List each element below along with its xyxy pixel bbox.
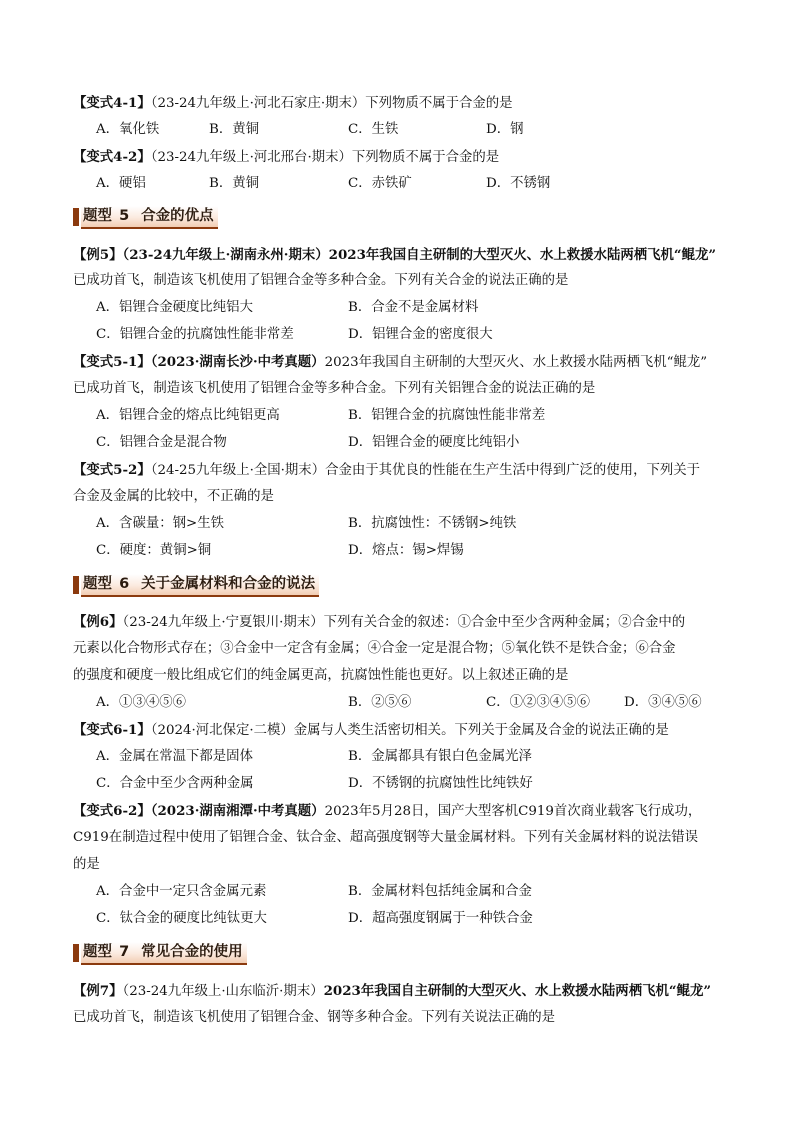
example-5-line-2 xyxy=(73,270,736,292)
question-source: （23-24九年级上·宁夏银川·期末） xyxy=(122,615,324,630)
section-number: 7 xyxy=(119,943,130,960)
section-label-box xyxy=(81,206,218,229)
option-d: D．铝锂合金的硬度比纯铝小 xyxy=(348,435,520,450)
example-6 xyxy=(73,611,736,633)
question-variant-5-2 xyxy=(73,459,736,481)
option-c: C．钛合金的硬度比纯钛更大 xyxy=(96,911,267,926)
question-tag: 【例5】 xyxy=(73,247,123,263)
question-variant-6-2-line-3 xyxy=(73,854,736,876)
option-a: A．合金中一定只含金属元素 xyxy=(96,884,267,899)
option-d: D．③④⑤⑥ xyxy=(624,695,702,710)
example-7 xyxy=(73,980,736,1002)
example-5 xyxy=(73,244,736,266)
option-c: C．铝锂合金的抗腐蚀性能非常差 xyxy=(96,327,294,342)
option-b: B．抗腐蚀性：不锈钢>纯铁 xyxy=(348,516,517,531)
question-variant-6-1 xyxy=(73,719,736,741)
option-c: C．硬度：黄铜>铜 xyxy=(96,543,212,558)
question-tag: 【变式5-1】 xyxy=(73,354,151,370)
section-heading-5 xyxy=(73,206,218,228)
option-c: C．①②③④⑤⑥ xyxy=(486,695,590,710)
question-source: （23-24九年级上·湖南永州·期末） xyxy=(122,247,329,263)
question-stem-line-2: 元素以化合物形式存在；③合金中一定含有金属；④合金一定是混合物；⑤氧化铁不是铁合金；⑥合金 xyxy=(73,641,676,656)
option-a: A．硬铝 xyxy=(96,176,146,191)
section-label-box xyxy=(81,942,247,965)
section-title: 关于金属材料和合金的说法 xyxy=(141,575,316,592)
question-tag: 【例6】 xyxy=(73,614,123,630)
question-stem-line-3: 的是 xyxy=(73,857,100,872)
example-7-line-2 xyxy=(73,1007,736,1029)
question-tag: 【变式6-1】 xyxy=(73,722,151,738)
option-d: D．铝锂合金的密度很大 xyxy=(348,327,493,342)
option-d: D．熔点：锡>焊锡 xyxy=(348,543,464,558)
section-heading-6 xyxy=(73,574,319,596)
section-label: 题型 xyxy=(83,575,112,592)
question-source: （23-24九年级上·山东临沂·期末） xyxy=(122,984,324,999)
question-stem-line-3: 的强度和硬度一般比组成它们的纯金属更高，抗腐蚀性能也更好。以上叙述正确的是 xyxy=(73,668,569,683)
option-b: B．合金不是金属材料 xyxy=(348,300,479,315)
option-a: A．铝锂合金的熔点比纯铝更高 xyxy=(96,408,280,423)
question-source: （23-24九年级上·河北邢台·期末） xyxy=(150,150,352,165)
option-d: D．不锈钢 xyxy=(486,176,551,191)
question-stem-line-1: 2023年我国自主研制的大型灭火、水上救援水陆两栖飞机“鲲龙” xyxy=(328,247,717,263)
question-source: （2024·河北保定·二模） xyxy=(150,723,294,738)
option-c: C．合金中至少含两种金属 xyxy=(96,776,254,791)
question-source: （2023·湖南湘潭·中考真题） xyxy=(150,803,325,819)
question-stem-line-2: 已成功首飞，制造该飞机使用了铝锂合金等多种合金。下列有关铝锂合金的说法正确的是 xyxy=(73,381,596,396)
section-heading-7 xyxy=(73,942,247,964)
option-d: D．钢 xyxy=(486,122,524,137)
option-c: C．铝锂合金是混合物 xyxy=(96,435,227,450)
option-a: A．金属在常温下都是固体 xyxy=(96,749,253,764)
option-d: D．超高强度钢属于一种铁合金 xyxy=(348,911,533,926)
option-d: D．不锈钢的抗腐蚀性比纯铁好 xyxy=(348,776,533,791)
option-c: C．赤铁矿 xyxy=(348,176,412,191)
question-stem-line-1: 2023年我国自主研制的大型灭火、水上救援水陆两栖飞机“鲲龙” xyxy=(324,355,708,370)
section-label: 题型 xyxy=(83,207,112,224)
question-tag: 【变式4-1】 xyxy=(73,95,151,111)
option-b: B．金属材料包括纯金属和合金 xyxy=(348,884,532,899)
example-6-line-3 xyxy=(73,665,736,687)
option-c: C．生铁 xyxy=(348,122,399,137)
section-marker xyxy=(73,208,79,226)
option-b: B．②⑤⑥ xyxy=(348,695,412,710)
question-stem: 下列物质不属于合金的是 xyxy=(351,150,500,165)
question-tag: 【变式4-2】 xyxy=(73,149,151,165)
question-source: （2023·湖南长沙·中考真题） xyxy=(150,354,325,370)
option-a: A．①③④⑤⑥ xyxy=(96,695,187,710)
question-stem-line-1: 2023年我国自主研制的大型灭火、水上救援水陆两栖飞机“鲲龙” xyxy=(323,983,712,999)
section-title: 常见合金的使用 xyxy=(141,943,243,960)
question-stem-line-2: 合金及金属的比较中，不正确的是 xyxy=(73,489,274,504)
question-stem: 下列物质不属于合金的是 xyxy=(365,96,513,111)
option-a: A．铝锂合金硬度比纯铝大 xyxy=(96,300,253,315)
option-b: B．铝锂合金的抗腐蚀性能非常差 xyxy=(348,408,546,423)
section-marker xyxy=(73,944,79,962)
question-variant-5-1 xyxy=(73,351,736,373)
question-variant-6-2-line-2 xyxy=(73,827,736,849)
question-variant-5-1-line-2 xyxy=(73,378,736,400)
question-stem-line-1: 合金由于其优良的性能在生产生活中得到广泛的使用，下列关于 xyxy=(325,463,701,478)
section-number: 5 xyxy=(119,207,130,224)
question-tag: 【例7】 xyxy=(73,983,123,999)
section-number: 6 xyxy=(119,575,130,592)
question-variant-4-1 xyxy=(73,92,736,114)
question-variant-4-2 xyxy=(73,146,736,168)
option-b: B．黄铜 xyxy=(209,122,260,137)
question-source: （24-25九年级上·全国·期末） xyxy=(150,463,326,478)
question-source: （23-24九年级上·河北石家庄·期末） xyxy=(150,96,366,111)
section-label: 题型 xyxy=(83,943,112,960)
question-variant-5-2-line-2 xyxy=(73,486,736,508)
question-stem-line-1: 2023年5月28日，国产大型客机C919首次商业载客飞行成功， xyxy=(324,804,702,819)
question-tag: 【变式6-2】 xyxy=(73,803,151,819)
question-variant-6-2 xyxy=(73,800,736,822)
question-stem-line-2: 已成功首飞，制造该飞机使用了铝锂合金、钢等多种合金。下列有关说法正确的是 xyxy=(73,1010,556,1025)
question-stem-line-2: 已成功首飞，制造该飞机使用了铝锂合金等多种合金。下列有关合金的说法正确的是 xyxy=(73,273,569,288)
question-tag: 【变式5-2】 xyxy=(73,462,151,478)
question-stem-line-2: C919在制造过程中使用了铝锂合金、钛合金、超高强度钢等大量金属材料。下列有关金属材料的说法错误 xyxy=(73,830,698,845)
section-label-box xyxy=(81,574,319,597)
option-a: A．氧化铁 xyxy=(96,122,160,137)
option-a: A．含碳量：钢>生铁 xyxy=(96,516,225,531)
section-title: 合金的优点 xyxy=(141,207,214,224)
example-6-line-2 xyxy=(73,638,736,660)
option-b: B．金属都具有银白色金属光泽 xyxy=(348,749,532,764)
question-stem: 金属与人类生活密切相关。下列关于金属及合金的说法正确的是 xyxy=(293,723,669,738)
section-marker xyxy=(73,576,79,594)
option-b: B．黄铜 xyxy=(209,176,260,191)
question-stem-line-1: 下列有关合金的叙述：①合金中至少含两种金属；②合金中的 xyxy=(323,615,686,630)
